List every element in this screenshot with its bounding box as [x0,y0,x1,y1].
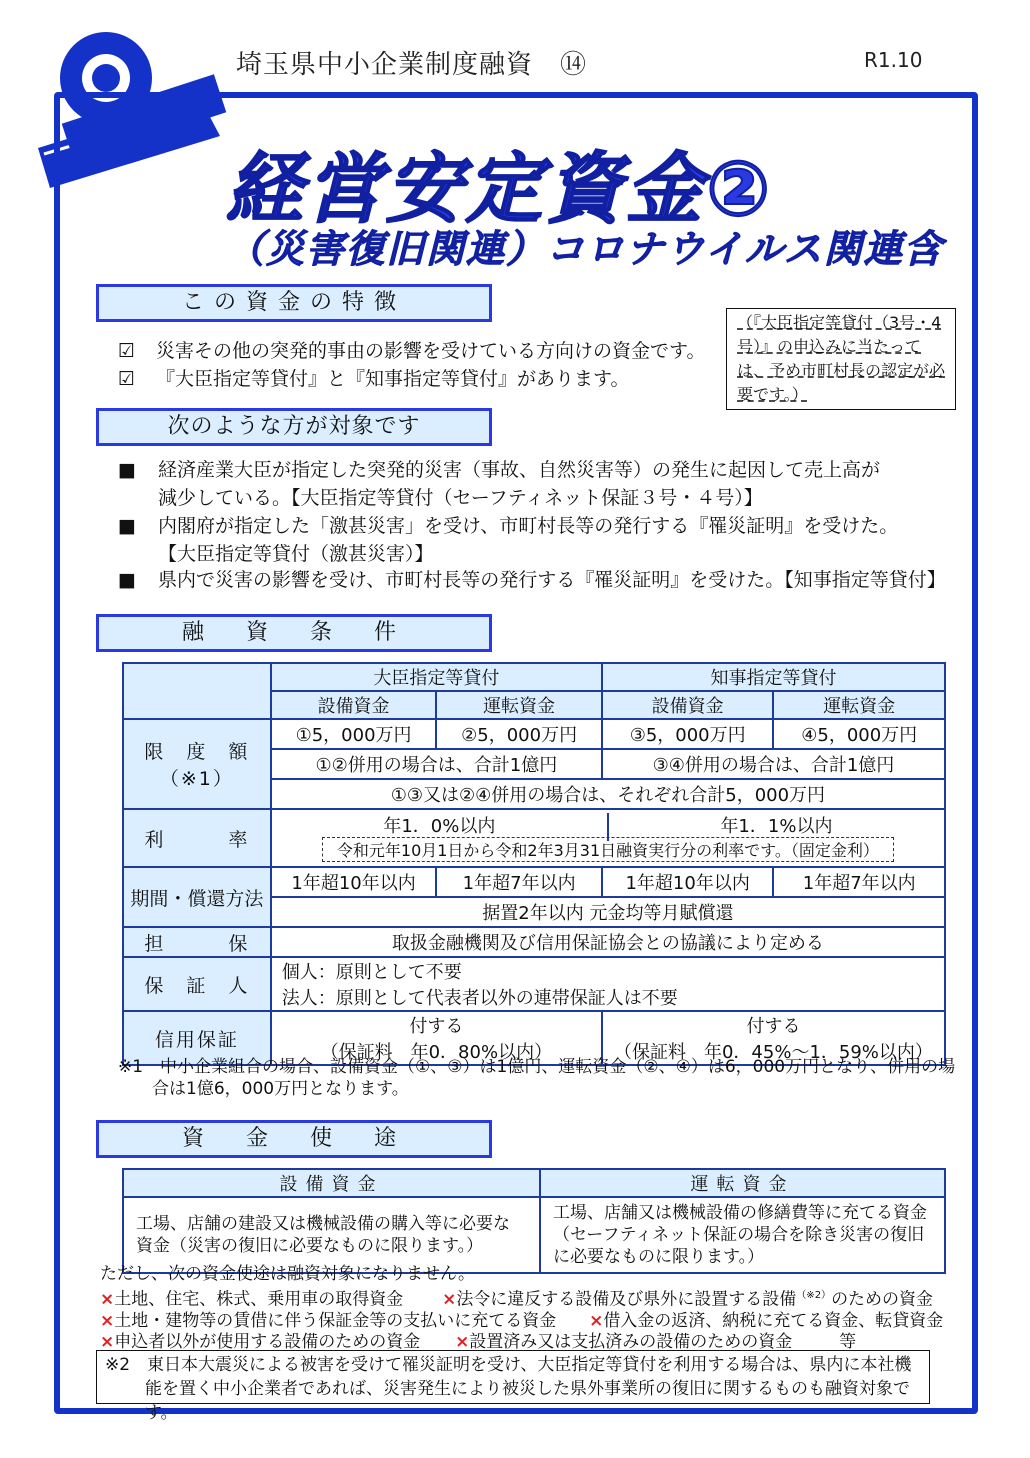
target-item: ■ 経済産業大臣が指定した突発的災害（事故、自然災害等）の発生に起因して売上高が 減少している。【大臣指定等貸付（セーフティネット保証３号・４号）】 [118,456,880,512]
limit-value: ③5，000万円 [602,719,774,749]
cross-icon: × [589,1310,604,1331]
rate-label: 利 率 [123,809,271,867]
checkbox-icon: ☑ [118,368,136,390]
term-method: 据置2年以内 元金均等月賦償還 [271,897,945,927]
limit-combined: ③④併用の場合は、合計1億円 [602,749,945,779]
term-value: 1年超7年以内 [773,867,945,897]
col-header: 設備資金 [271,691,437,719]
term-label: 期間・償還方法 [123,867,271,927]
feature-item: ☑ 『大臣指定等貸付』と『知事指定等貸付』があります。 [118,368,630,390]
limit-value: ①5，000万円 [271,719,437,749]
limit-label: 限 度 額 （※1） [123,719,271,809]
cross-icon: × [442,1289,457,1310]
footnote-2: ※2 東日本大震災による被害を受けて罹災証明を受け、大臣指定等貸付を利用する場合は、県内に本社機 能を置く中小企業者であれば、災害発生により被災した県外事業所の復旧に関するものも融資対象です。 [96,1350,930,1404]
col-header: 運転資金 [436,691,602,719]
limit-value: ④5，000万円 [773,719,945,749]
square-bullet-icon: ■ [118,459,136,481]
credit-value: 付する （保証料 年0．80%以内） [271,1011,602,1065]
credit-value: 付する （保証料 年0．45%～1．59%以内） [602,1011,945,1065]
feature-item: ☑ 災害その他の突発的事由の影響を受けている方向けの資金です。 [118,340,706,362]
col-group-header: 大臣指定等貸付 [271,663,602,691]
col-group-header: 知事指定等貸付 [602,663,945,691]
square-bullet-icon: ■ [118,569,136,591]
uses-heading: 資 金 使 途 [96,1120,492,1158]
limit-combined: ①②併用の場合は、合計1億円 [271,749,602,779]
limit-combined-all: ①③又は②④併用の場合は、それぞれ合計5，000万円 [271,779,945,809]
header-title: 埼玉県中小企業制度融資 ⑭ [236,50,588,80]
uses-body: 工場、店舗の建設又は機械設備の購入等に必要な資金（災害の復旧に必要なものに限ります。） [123,1197,540,1273]
cross-icon: × [100,1331,115,1352]
uses-col-header: 設備資金 [123,1169,540,1197]
footnote-1: ※1 中小企業組合の場合、設備資金（①、③）は1億円、運転資金（②、④）は6，000万円となり、併用の場 合は1億6，000万円となります。 [118,1057,956,1099]
guarantor-label: 保 証 人 [123,957,271,1011]
uses-col-header: 運転資金 [540,1169,945,1197]
cross-icon: × [455,1331,470,1352]
uses-body: 工場、店舗又は機械設備の修繕費等に充てる資金（セーフティネット保証の場合を除き災害の復旧に必要なものに限ります。） [540,1197,945,1273]
sub-title: （災害復旧関連）コロナウイルス関連含 [226,227,944,271]
rate-note: 令和元年10月1日から令和2年3月31日融資実行分の利率です。（固定金利） [322,837,894,862]
targets-heading: 次のような方が対象です [96,408,492,446]
features-note: （『大臣指定等貸付（3号・4号）』の申込みに当たっては、予め市町村長の認定が必要です。） [726,308,956,410]
collateral-label: 担 保 [123,927,271,957]
target-item: ■ 内閣府が指定した「激甚災害」を受け、市町村長等の発行する『罹災証明』を受けた。 【大臣指定等貸付（激甚災害）】 [118,512,898,568]
checkbox-icon: ☑ [118,340,136,362]
term-value: 1年超10年以内 [271,867,437,897]
uses-table [122,1168,946,1274]
cross-icon: × [100,1289,115,1310]
collateral-value: 取扱金融機関及び信用保証協会との協議により定める [271,927,945,957]
col-header: 設備資金 [602,691,774,719]
col-header: 運転資金 [773,691,945,719]
square-bullet-icon: ■ [118,515,136,537]
term-value: 1年超7年以内 [436,867,602,897]
cross-icon: × [100,1310,115,1331]
features-heading: この資金の特徴 [96,284,492,322]
conditions-table [122,662,946,1066]
main-title: 経営安定資金② [226,144,775,233]
header-date: R1.10 [864,48,923,72]
guarantor-value: 個人：原則として不要 法人：原則として代表者以外の連帯保証人は不要 [271,957,945,1011]
exclusion-list: ただし、次の資金使途は融資対象になりません。 ×土地、住宅、株式、乗用車の取得資金 ×法令に違反する設備及び県外に設置する設備$^{(※2)}$のための資金 ×土地・建物等の賃借に伴う保証金等の支払いに充てる資金 ×借入金の返済、納税に充てる資金、転貸資金 ×申込者以外が使用する設備のための資金 ×設置済み又は支払済みの設備のための資金 等 [100,1264,944,1352]
rate-cell: 年1．0%以内 年1．1%以内 令和元年10月1日から令和2年3月31日融資実行分の利率です。（固定金利） [271,809,945,867]
term-value: 1年超10年以内 [602,867,774,897]
credit-label: 信用保証 [123,1011,271,1065]
corner-cell [123,663,271,719]
limit-value: ②5，000万円 [436,719,602,749]
target-item: ■ 県内で災害の影響を受け、市町村長等の発行する『罹災証明』を受けた。【知事指定等貸付】 [118,566,946,594]
conditions-heading: 融 資 条 件 [96,614,492,652]
